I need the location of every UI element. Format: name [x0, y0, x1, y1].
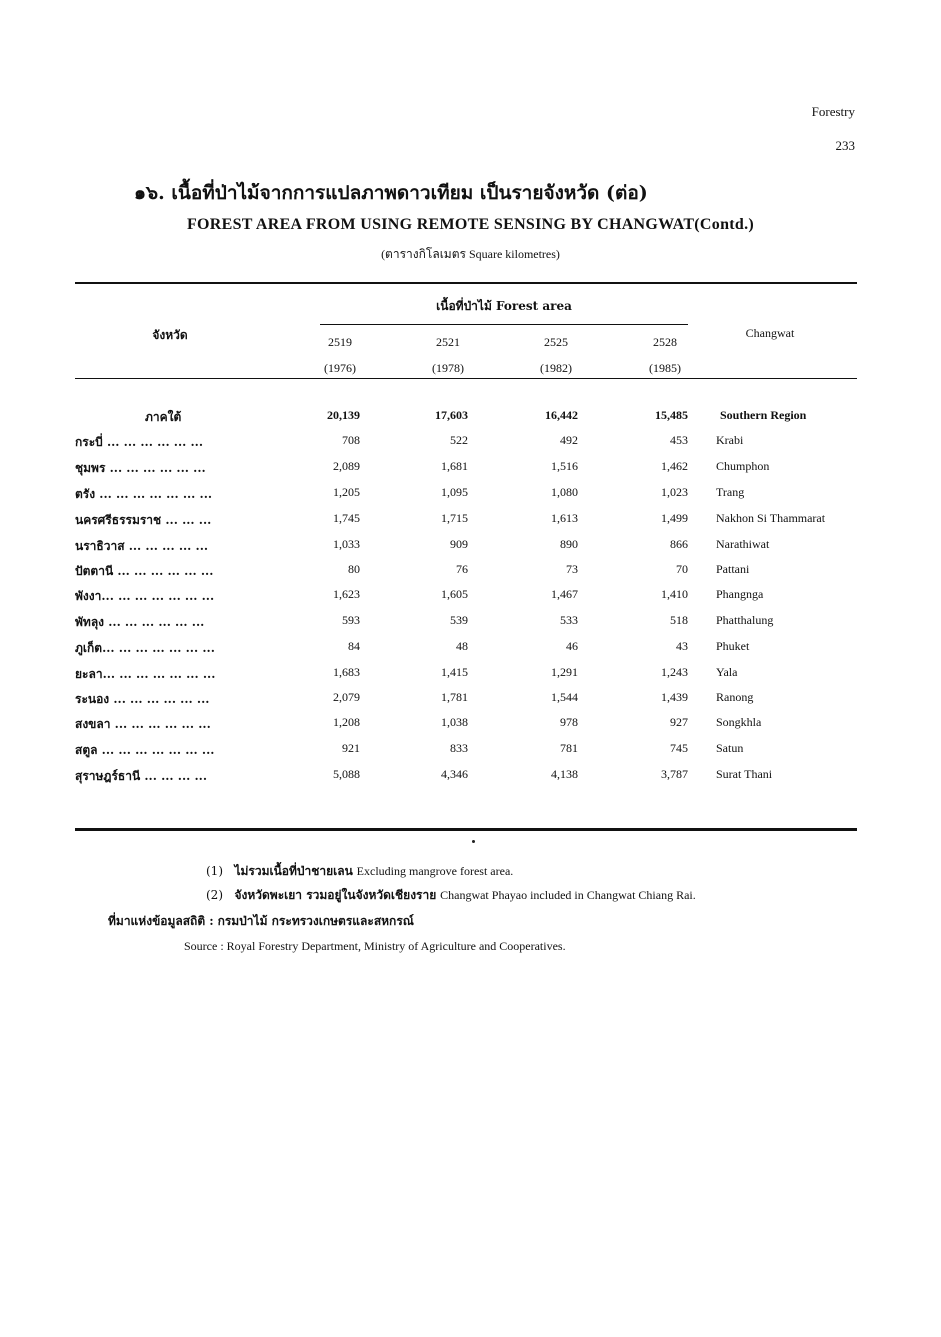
- province-thai: ชุมพร ... ... ... ... ... ...: [75, 461, 206, 475]
- value-2528: 927: [670, 715, 688, 729]
- year-th-2528: 2528: [653, 335, 677, 349]
- source-thai-label: ที่มาแห่งข้อมูลสถิติ :: [108, 914, 214, 928]
- province-english: Satun: [716, 741, 744, 755]
- table-row: [0, 767, 941, 789]
- value-2528: 518: [670, 613, 688, 627]
- source-thai: [108, 912, 414, 931]
- source-english-label: Source :: [184, 939, 224, 953]
- value-2519: 1,033: [333, 537, 360, 551]
- value-2519: 2,079: [333, 690, 360, 704]
- title-thai: ๑๖. เนื้อที่ป่าไม้จากการแปลภาพดาวเทียม เป็นรายจังหวัด (ต่อ): [134, 182, 648, 204]
- unit-label: (ตารางกิโลเมตร Square kilometres): [381, 247, 560, 261]
- speck-mark: [472, 840, 475, 843]
- province-english: Pattani: [716, 562, 750, 576]
- province-english: Songkhla: [716, 715, 762, 729]
- value-2525: 46: [566, 639, 578, 653]
- value-2525: 978: [560, 715, 578, 729]
- forest-area-header: เนื้อที่ป่าไม้ Forest area: [436, 299, 572, 313]
- value-2521: 522: [450, 433, 468, 447]
- value-2519: 708: [342, 433, 360, 447]
- value-2519: 20,139: [327, 408, 360, 422]
- value-2528: 15,485: [655, 408, 688, 422]
- province-english: Phuket: [716, 639, 750, 653]
- year-th-2525: 2525: [544, 335, 568, 349]
- province-english: Phangnga: [716, 587, 764, 601]
- province-thai: ระนอง ... ... ... ... ... ...: [75, 692, 210, 706]
- value-2519: 1,205: [333, 485, 360, 499]
- year-ad-1982: (1982): [540, 361, 572, 375]
- value-2519: 1,623: [333, 587, 360, 601]
- table-row: [0, 562, 941, 584]
- value-2521: 909: [450, 537, 468, 551]
- table-row: [0, 537, 941, 559]
- value-2519: 5,088: [333, 767, 360, 781]
- source-english-text: Royal Forestry Department, Ministry of Agriculture and Cooperatives.: [226, 939, 566, 953]
- table-row: [0, 485, 941, 507]
- value-2528: 1,499: [661, 511, 688, 525]
- table-bottom-rule: [75, 828, 857, 831]
- province-thai: พัทลุง ... ... ... ... ... ...: [75, 615, 205, 629]
- province-english: Southern Region: [720, 408, 807, 422]
- table-row: [0, 639, 941, 661]
- value-2528: 1,439: [661, 690, 688, 704]
- value-2521: 1,715: [441, 511, 468, 525]
- province-english: Narathiwat: [716, 537, 770, 551]
- value-2528: 745: [670, 741, 688, 755]
- value-2528: 1,023: [661, 485, 688, 499]
- value-2528: 1,243: [661, 665, 688, 679]
- page-number: 233: [835, 138, 855, 153]
- value-2528: 453: [670, 433, 688, 447]
- value-2525: 1,291: [551, 665, 578, 679]
- table-row: [0, 665, 941, 687]
- year-ad-1976: (1976): [324, 361, 356, 375]
- province-thai: ภูเก็ต... ... ... ... ... ... ...: [75, 641, 215, 655]
- value-2521: 1,415: [441, 665, 468, 679]
- province-thai: สตูล ... ... ... ... ... ... ...: [75, 743, 215, 757]
- province-english: Nakhon Si Thammarat: [716, 511, 826, 525]
- value-2525: 890: [560, 537, 578, 551]
- table-row: [0, 715, 941, 737]
- year-ad-1985: (1985): [649, 361, 681, 375]
- value-2525: 16,442: [545, 408, 578, 422]
- table-row: [0, 741, 941, 763]
- value-2519: 1,683: [333, 665, 360, 679]
- province-thai: กระบี่ ... ... ... ... ... ...: [75, 435, 204, 449]
- value-2528: 1,410: [661, 587, 688, 601]
- province-thai: พังงา... ... ... ... ... ... ...: [75, 589, 215, 603]
- footnote-1: [206, 862, 513, 881]
- value-2525: 73: [566, 562, 578, 576]
- value-2521: 4,346: [441, 767, 468, 781]
- province-english: Phatthalung: [716, 613, 774, 627]
- province-thai: ยะลา... ... ... ... ... ... ...: [75, 667, 216, 681]
- value-2528: 1,462: [661, 459, 688, 473]
- value-2519: 1,208: [333, 715, 360, 729]
- table-row: [0, 433, 941, 455]
- title-english: FOREST AREA FROM USING REMOTE SENSING BY CHANGWAT(Contd.): [186, 216, 755, 233]
- footnote-1-thai: ไม่รวมเนื้อที่ป่าชายเลน: [234, 864, 353, 878]
- value-2525: 1,080: [551, 485, 578, 499]
- footnote-2-marker: (2): [206, 888, 223, 902]
- value-2519: 1,745: [333, 511, 360, 525]
- value-2521: 76: [456, 562, 468, 576]
- value-2519: 80: [348, 562, 360, 576]
- province-thai: สุราษฎร์ธานี ... ... ... ...: [75, 769, 208, 783]
- source-thai-text: กรมป่าไม้ กระทรวงเกษตรและสหกรณ์: [217, 914, 414, 928]
- table-row: [0, 587, 941, 609]
- province-thai: ภาคใต้: [145, 410, 182, 424]
- footnote-1-english: Excluding mangrove forest area.: [356, 864, 514, 878]
- value-2521: 833: [450, 741, 468, 755]
- year-th-2521: 2521: [436, 335, 460, 349]
- group-header-rule: [320, 324, 688, 325]
- value-2525: 1,516: [551, 459, 578, 473]
- value-2521: 17,603: [435, 408, 468, 422]
- value-2528: 70: [676, 562, 688, 576]
- value-2519: 921: [342, 741, 360, 755]
- value-2525: 1,544: [551, 690, 578, 704]
- value-2525: 781: [560, 741, 578, 755]
- value-2521: 1,781: [441, 690, 468, 704]
- value-2519: 2,089: [333, 459, 360, 473]
- value-2528: 43: [676, 639, 688, 653]
- value-2521: 1,605: [441, 587, 468, 601]
- year-th-2519: 2519: [328, 335, 352, 349]
- province-english: Trang: [716, 485, 745, 499]
- value-2521: 1,038: [441, 715, 468, 729]
- province-english: Yala: [716, 665, 738, 679]
- year-ad-1978: (1978): [432, 361, 464, 375]
- source-english: [184, 939, 566, 954]
- province-english: Krabi: [716, 433, 744, 447]
- province-thai: สงขลา ... ... ... ... ... ...: [75, 717, 211, 731]
- value-2521: 1,681: [441, 459, 468, 473]
- table-row: [0, 511, 941, 533]
- value-2521: 539: [450, 613, 468, 627]
- province-thai: นครศรีธรรมราช ... ... ...: [75, 513, 212, 527]
- table-row: [0, 690, 941, 712]
- value-2528: 866: [670, 537, 688, 551]
- value-2525: 533: [560, 613, 578, 627]
- province-english: Surat Thani: [716, 767, 773, 781]
- value-2519: 593: [342, 613, 360, 627]
- running-head: Forestry: [811, 104, 855, 119]
- value-2521: 48: [456, 639, 468, 653]
- value-2525: 1,467: [551, 587, 578, 601]
- value-2525: 492: [560, 433, 578, 447]
- province-header-thai: จังหวัด: [152, 328, 188, 342]
- value-2528: 3,787: [661, 767, 688, 781]
- footnote-2: [206, 886, 696, 905]
- table-row: [0, 408, 941, 430]
- value-2525: 1,613: [551, 511, 578, 525]
- table-top-rule: [75, 282, 857, 284]
- province-thai: นราธิวาส ... ... ... ... ...: [75, 539, 209, 553]
- footnote-2-thai: จังหวัดพะเยา รวมอยู่ในจังหวัดเชียงราย: [234, 888, 437, 902]
- value-2521: 1,095: [441, 485, 468, 499]
- province-thai: ปัตตานี ... ... ... ... ... ...: [75, 564, 214, 578]
- changwat-header: Changwat: [745, 326, 795, 340]
- value-2525: 4,138: [551, 767, 578, 781]
- province-english: Ranong: [716, 690, 754, 704]
- footnote-1-marker: (1): [206, 864, 223, 878]
- header-bottom-rule: [75, 378, 857, 379]
- table-row: [0, 459, 941, 481]
- province-english: Chumphon: [716, 459, 770, 473]
- footnote-2-english: Changwat Phayao included in Changwat Chiang Rai.: [440, 888, 696, 902]
- value-2519: 84: [348, 639, 360, 653]
- province-thai: ตรัง ... ... ... ... ... ... ...: [75, 487, 213, 501]
- table-row: [0, 613, 941, 635]
